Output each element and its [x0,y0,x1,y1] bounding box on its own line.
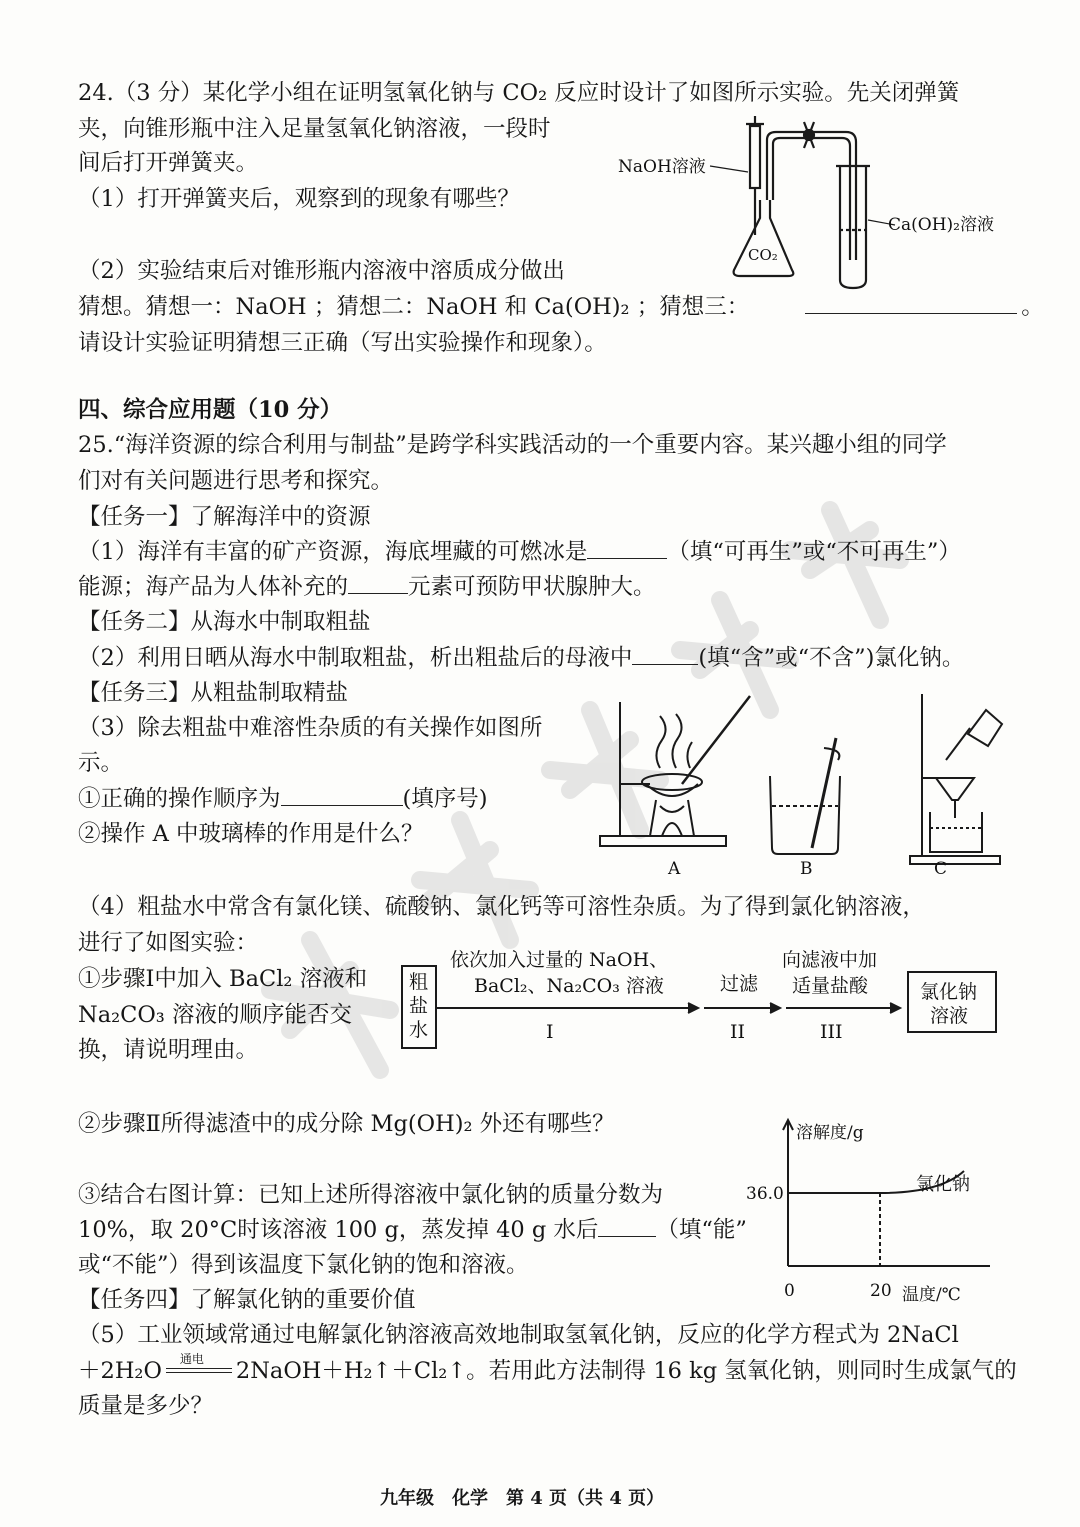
q25-1-text-b: （填“可再生”或“不可再生”） [667,539,961,565]
q25-3-1-text-b: (填序号) [402,786,488,812]
q25-sub-5: （5）工业领域常通过电解氯化钠溶液高效地制取氢氧化钠，反应的化学方程式为 2NaCl [78,1322,959,1348]
q24-guess-text: 猜想。猜想一：NaOH ；猜想二：NaOH 和 Ca(OH)₂ ；猜想三： [78,294,750,320]
flow-end-label-a: 氯化钠 [920,981,978,1003]
q25-sub-3-1 [78,782,488,816]
task-2-heading: 【任务二】从海水中制取粗盐 [78,609,371,635]
x-tick-label: 0 [784,1281,795,1301]
figure-label-b: B [800,859,813,879]
flow-step-1-number: I [546,1021,554,1043]
q25-2-text-b: (填“含”或“不含”)氯化钠。 [698,645,965,671]
q24-line-2: 夹，向锥形瓶中注入足量氢氧化钠溶液，一段时 [78,116,551,142]
flow-step-2-number: II [730,1021,746,1043]
flow-end-label-b: 溶液 [930,1005,969,1027]
q25-2-text: （2）利用日晒从海水中制取粗盐，析出粗盐后的母液中 [78,645,633,671]
answer-blank[interactable] [587,536,667,559]
q25-sub-4-2: ②步骤Ⅱ所得滤渣中的成分除 Mg(OH)₂ 外还有哪些？ [78,1111,615,1137]
q25-4-3-text-b: （填“能” [656,1217,747,1243]
figure-label-a: A [668,859,681,879]
equation-arrow [164,1354,234,1388]
equation-right: 2NaOH＋H₂↑＋Cl₂↑。若用此方法制得 16 kg 氢氧化钠，则同时生成氯气的 [235,1358,1017,1384]
flow-step-3-b: 适量盐酸 [792,975,869,997]
answer-blank[interactable] [805,291,1017,314]
q25-sub-4-1-b: Na₂CO₃ 溶液的顺序能否交 [78,1002,352,1028]
solubility-chart [740,1118,1010,1308]
q24-guess-end: 。 [1021,294,1044,320]
q25-sub-5-c: 质量是多少？ [78,1393,214,1419]
q25-sub-4-cont: 进行了如图实验： [78,930,259,956]
caoh2-solution-label: Ca(OH)₂溶液 [888,215,994,235]
equal-sign [166,1368,232,1373]
equation-condition: 通电 [179,1352,204,1366]
y-axis-label: 溶解度/g [796,1123,864,1143]
q25-1-text-d: 元素可预防甲状腺肿大。 [408,574,656,600]
q24-line-1: 24.（3 分）某化学小组在证明氢氧化钠与 CO₂ 反应时设计了如图所示实验。先关闭弹簧 [78,80,960,106]
q25-sub-4-3-c: 或“不能”）得到该温度下氯化钠的饱和溶液。 [78,1252,529,1278]
co2-apparatus-figure [610,110,1010,290]
q25-sub-1-cont [78,570,656,604]
flow-step-1-a: 依次加入过量的 NaOH、 [450,949,669,971]
x-axis-label: 温度/℃ [902,1285,961,1305]
flow-step-1-b: BaCl₂、Na₂CO₃ 溶液 [474,975,664,997]
q24-line-7: 请设计实验证明猜想三正确（写出实验操作和现象）。 [78,330,607,356]
operations-figure [590,688,1010,878]
q24-sub-2: （2）实验结束后对锥形瓶内溶液中溶质成分做出 [78,258,565,284]
q25-sub-3: （3）除去粗盐中难溶性杂质的有关操作如图所 [78,715,543,741]
q25-3-1-text: ①正确的操作顺序为 [78,786,281,812]
page-footer: 九年级 化学 第 4 页（共 4 页） [380,1488,665,1509]
x-tick-label: 20 [870,1281,892,1301]
y-tick-label: 36.0 [746,1184,784,1204]
flow-step-3-a: 向滤液中加 [782,949,878,971]
series-label-nacl: 氯化钠 [916,1174,970,1195]
answer-blank[interactable] [281,783,403,806]
q25-sub-3-cont: 示。 [78,750,124,776]
task-3-heading: 【任务三】从粗盐制取精盐 [78,680,349,706]
task-1-heading: 【任务一】了解海洋中的资源 [78,504,371,530]
q25-sub-4-3-b [78,1213,747,1247]
q25-sub-4-1-c: 换，请说明理由。 [78,1037,259,1063]
answer-blank[interactable] [348,571,408,594]
q25-4-3-text: 10%，取 20°C时该溶液 100 g，蒸发掉 40 g 水后 [78,1217,599,1243]
co2-flask-label: CO₂ [748,246,778,264]
q25-sub-3-2: ②操作 A 中玻璃棒的作用是什么？ [78,821,424,847]
naoh-solution-label: NaOH溶液 [618,157,706,177]
section-4-heading: 四、综合应用题（10 分） [78,397,343,423]
q25-sub-1 [78,535,961,569]
q25-1-text: （1）海洋有丰富的矿产资源，海底埋藏的可燃冰是 [78,539,588,565]
q25-line-1: 25.“海洋资源的综合利用与制盐”是跨学科实践活动的一个重要内容。某兴趣小组的同学 [78,432,947,458]
flow-chart [398,944,1002,1054]
q25-sub-4: （4）粗盐水中常含有氯化镁、硫酸钠、氯化钙等可溶性杂质。为了得到氯化钠溶液， [78,894,925,920]
q24-line-6 [78,290,1044,324]
q25-sub-4-1: ①步骤Ⅰ中加入 BaCl₂ 溶液和 [78,966,368,992]
answer-blank[interactable] [598,1214,656,1237]
q25-1-text-c: 能源；海产品为人体补充的 [78,574,349,600]
answer-blank[interactable] [632,642,698,665]
q24-line-3: 间后打开弹簧夹。 [78,150,259,176]
flow-step-3-number: III [820,1021,843,1043]
flow-step-2-a: 过滤 [720,973,759,995]
equation-left: ＋2H₂O [78,1358,162,1384]
figure-label-c: C [934,859,948,879]
q25-line-2: 们对有关问题进行思考和探究。 [78,468,394,494]
q25-sub-4-3: ③结合右图计算：已知上述所得溶液中氯化钠的质量分数为 [78,1182,664,1208]
q25-sub-2 [78,641,964,675]
q24-sub-1: （1）打开弹簧夹后，观察到的现象有哪些？ [78,186,520,212]
q25-sub-5-b [78,1354,1017,1388]
task-4-heading: 【任务四】了解氯化钠的重要价值 [78,1287,416,1313]
flow-start-label: 粗盐水 [409,971,429,1041]
